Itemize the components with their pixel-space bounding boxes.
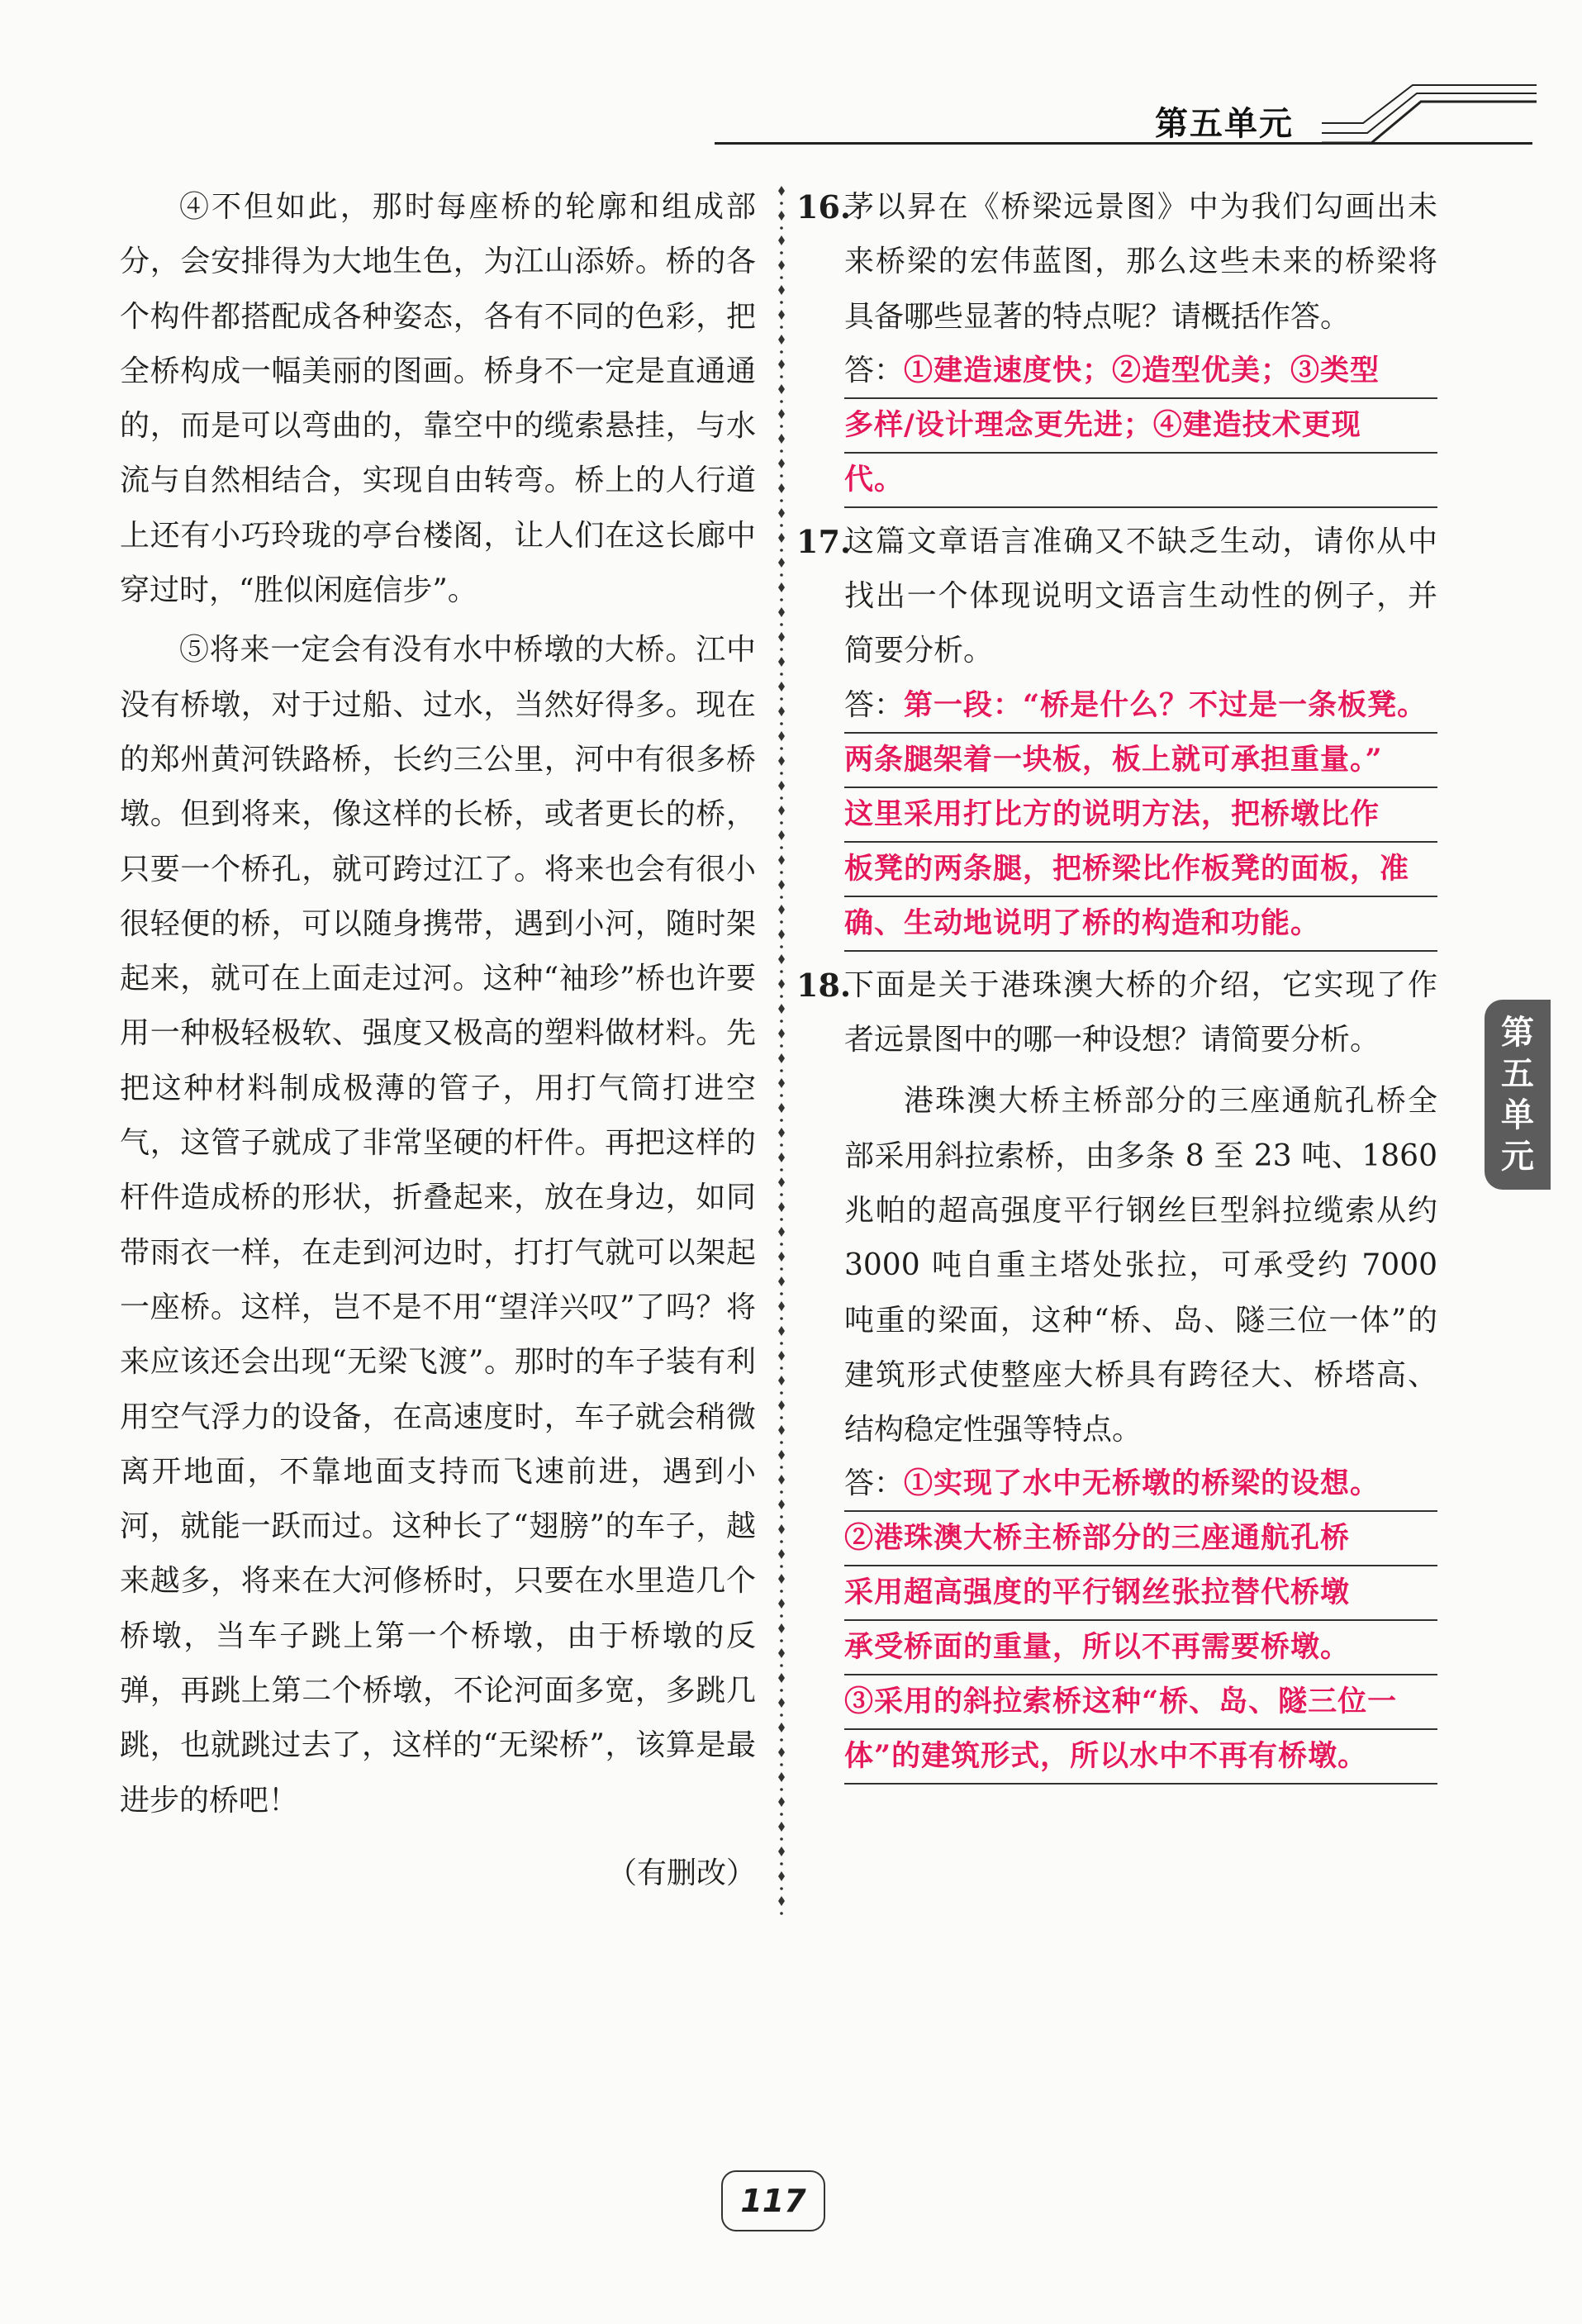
divider-diamond [778, 483, 785, 493]
question-number: 17. [796, 522, 852, 560]
unit-title: 第五单元 [1155, 105, 1294, 143]
answer-line: ③采用的斜拉索桥这种“桥、岛、隧三位一 [844, 1675, 1437, 1730]
divider-dot [780, 1713, 783, 1717]
divider-diamond [778, 1549, 785, 1559]
divider-dot [780, 722, 783, 725]
answer-line: 板凳的两条腿，把桥梁比作板凳的面板，准 [844, 843, 1437, 897]
divider-diamond [778, 1896, 785, 1906]
divider-dot [780, 1168, 783, 1172]
divider-dot [780, 1342, 783, 1345]
passage-source-note: （有删改） [606, 1856, 756, 1890]
divider-diamond [778, 1128, 785, 1138]
divider-diamond [778, 1202, 785, 1212]
header-rule [715, 142, 1532, 145]
divider-dot [780, 301, 783, 304]
divider-dot [780, 425, 783, 428]
divider-diamond [778, 1252, 785, 1262]
passage-paragraph-5: ⑤将来一定会有没有水中桥墩的大桥。江中没有桥墩，对于过船、过水，当然好得多。现在的郑州黄河铁路桥，长约三公里，河中有很多桥墩。但到将来，像这样的长桥，或者更长的桥，只要一个桥孔，就可跨过江了。将来也会有很小很轻便的桥，可以随身携带，遇到小河，随时架起来，就可在上面走过河。这种“袖珍”桥也许要用一种极轻极软、强度又极高的塑料做材料。先把这种材料制成极薄的管子，用打气筒打进空气，这管子就成了非常坚硬的杆件。再把这样的杆件造成桥的形状，折叠起来，放在身边，如同带雨衣一样，在走到河边时，打打气就可以架起一座桥。这样，岂不是不用“望洋兴叹”了吗？将来应该还会出现“无梁飞渡”。那时的车子装有利用空气浮力的设备，在高速度时，车子就会稍微离开地面，不靠地面支持而飞速前进，遇到小河，就能一跃而过。这种长了“翅膀”的车子，越来越多，将来在大河修桥时，只要在水里造几个桥墩，当车子跳上第一个桥墩，由于桥墩的反弹，再跳上第二个桥墩，不论河面多宽，多跳几跳，也就跳过去了，这样的“无梁桥”，该算是最进步的桥吧！ [120, 633, 756, 1818]
divider-dot [780, 524, 783, 527]
divider-dot [780, 995, 783, 998]
divider-diamond [778, 1524, 785, 1534]
divider-dot [780, 1094, 783, 1097]
divider-dot [780, 1664, 783, 1667]
divider-diamond [778, 384, 785, 394]
question-16 [796, 180, 1437, 508]
question-number: 18. [796, 966, 852, 1004]
side-tab-char: 第 [1501, 1014, 1534, 1052]
divider-diamond [778, 1177, 785, 1187]
divider-dot [780, 1391, 783, 1395]
divider-diamond [778, 310, 785, 320]
divider-diamond [778, 1425, 785, 1435]
divider-diamond [778, 409, 785, 419]
answer-block [844, 345, 1437, 508]
divider-diamond [778, 1599, 785, 1609]
divider-diamond [778, 1227, 785, 1237]
divider-dot [780, 1763, 783, 1766]
answer-line: 两条腿架着一块板，板上就可承担重量。” [844, 734, 1437, 788]
divider-dot [780, 1218, 783, 1221]
passage-paragraph-4: ④不但如此，那时每座桥的轮廓和组成部分，会安排得为大地生色，为江山添娇。桥的各个构件都搭配成各种姿态，各有不同的色彩，把全桥构成一幅美丽的图画。桥身不一定是直通通的，而是可以弯曲的，靠空中的缆索悬挂，与水流与自然相结合，实现自由转弯。桥上的人行道上还有小巧玲珑的亭台楼阁，让人们在这长廊中穿过时，“胜似闲庭信步”。 [120, 190, 756, 608]
divider-dot [780, 474, 783, 478]
questions-column [796, 180, 1437, 1785]
divider-diamond [778, 954, 785, 964]
divider-dot [780, 1788, 783, 1791]
divider-dot [780, 1614, 783, 1618]
answer-block [844, 1457, 1437, 1785]
page-number: 117 [721, 2170, 825, 2231]
divider-diamond [778, 731, 785, 741]
divider-diamond [778, 1276, 785, 1286]
divider-dot [780, 846, 783, 849]
divider-dot [780, 772, 783, 775]
divider-diamond [778, 186, 785, 196]
answer-block [844, 679, 1437, 952]
divider-diamond [778, 1772, 785, 1782]
divider-diamond [778, 806, 785, 815]
divider-dot [780, 672, 783, 676]
divider-diamond [778, 1078, 785, 1088]
divider-diamond [778, 1400, 785, 1410]
reading-passage [120, 180, 756, 1901]
divider-diamond [778, 781, 785, 791]
header-decoration-lines [1322, 78, 1537, 145]
divider-diamond [778, 558, 785, 568]
divider-diamond [778, 1698, 785, 1708]
answer-label: 答： [844, 687, 905, 722]
answer-line: 采用超高强度的平行钢丝张拉替代桥墩 [844, 1566, 1437, 1621]
divider-dot [780, 1366, 783, 1370]
divider-diamond [778, 1846, 785, 1856]
divider-dot [780, 1416, 783, 1419]
divider-dot [780, 1019, 783, 1023]
divider-dot [780, 549, 783, 552]
divider-diamond [778, 632, 785, 642]
divider-dot [780, 821, 783, 825]
divider-diamond [778, 533, 785, 543]
divider-dot [780, 1565, 783, 1568]
question-17 [796, 515, 1437, 952]
divider-dot [780, 1193, 783, 1196]
divider-diamond [778, 1301, 785, 1311]
divider-dot [780, 1837, 783, 1841]
divider-dot [780, 1119, 783, 1122]
question-text: 茅以昇在《桥梁远景图》中为我们勾画出未来桥梁的宏伟蓝图，那么这些未来的桥梁将具备哪些显著的特点呢？请概括作答。 [844, 190, 1437, 334]
divider-diamond [778, 1326, 785, 1336]
divider-dot [780, 251, 783, 254]
divider-diamond [778, 855, 785, 865]
divider-dot [780, 1639, 783, 1642]
divider-dot [780, 326, 783, 329]
question-number: 16. [796, 188, 852, 226]
divider-dot [780, 598, 783, 601]
divider-diamond [778, 1351, 785, 1361]
divider-diamond [778, 880, 785, 890]
divider-diamond [778, 1475, 785, 1485]
divider-diamond [778, 1004, 785, 1014]
divider-dot [780, 1490, 783, 1494]
divider-diamond [778, 1747, 785, 1757]
divider-diamond [778, 434, 785, 444]
divider-diamond [778, 1673, 785, 1683]
divider-diamond [778, 1723, 785, 1732]
answer-line: ①建造速度快；②造型优美；③类型 [904, 353, 1380, 387]
divider-dot [780, 375, 783, 378]
side-tab-char: 五 [1501, 1055, 1534, 1093]
divider-dot [780, 648, 783, 651]
answer-line: 多样/设计理念更先进；④建造技术更现 [844, 399, 1437, 454]
divider-diamond [778, 682, 785, 691]
divider-diamond [778, 830, 785, 840]
question-text: 下面是关于港珠澳大桥的介绍，它实现了作者远景图中的哪一种设想？请简要分析。 [844, 967, 1437, 1057]
divider-diamond [778, 508, 785, 518]
answer-line: 代。 [844, 454, 1437, 508]
divider-diamond [778, 260, 785, 270]
divider-dot [780, 796, 783, 800]
divider-dot [780, 871, 783, 874]
divider-diamond [778, 607, 785, 617]
side-tab-char: 单 [1501, 1096, 1534, 1134]
divider-diamond [778, 211, 785, 221]
question-18 [796, 958, 1437, 1785]
divider-diamond [778, 1648, 785, 1658]
divider-diamond [778, 979, 785, 989]
divider-dot [780, 1267, 783, 1271]
divider-diamond [778, 582, 785, 592]
divider-dot [780, 1292, 783, 1295]
question-text: 这篇文章语言准确又不缺乏生动，请你从中找出一个体现说明文语言生动性的例子，并简要分析。 [844, 524, 1437, 668]
divider-dot [780, 1590, 783, 1593]
divider-diamond [778, 1871, 785, 1881]
divider-diamond [778, 459, 785, 468]
divider-dot [780, 1243, 783, 1246]
divider-dot [780, 202, 783, 205]
divider-diamond [778, 1152, 785, 1162]
divider-diamond [778, 1574, 785, 1584]
divider-dot [780, 1466, 783, 1469]
divider-diamond [778, 756, 785, 766]
divider-diamond [778, 1499, 785, 1509]
column-divider [775, 186, 788, 1917]
divider-diamond [778, 285, 785, 295]
divider-diamond [778, 657, 785, 667]
divider-dot [780, 1143, 783, 1147]
divider-diamond [778, 905, 785, 915]
divider-diamond [778, 1103, 785, 1113]
divider-dot [780, 499, 783, 502]
divider-diamond [778, 929, 785, 939]
divider-dot [780, 945, 783, 948]
side-tab-char: 元 [1501, 1138, 1534, 1176]
divider-dot [780, 1887, 783, 1890]
divider-dot [780, 1738, 783, 1742]
divider-dot [780, 1912, 783, 1915]
divider-dot [780, 1813, 783, 1816]
divider-dot [780, 1515, 783, 1518]
divider-dot [780, 226, 783, 230]
divider-dot [780, 400, 783, 403]
divider-dot [780, 1069, 783, 1072]
divider-diamond [778, 706, 785, 716]
divider-dot [780, 747, 783, 750]
answer-label: 答： [844, 353, 905, 387]
question-passage: 港珠澳大桥主桥部分的三座通航孔桥全部采用斜拉索桥，由多条 8 至 23 吨、1860 兆帕的超高强度平行钢丝巨型斜拉缆索从约 3000 吨自重主塔处张拉，可承受约 7000 吨重的梁面，这种“桥、岛、隧三位一体”的建筑形式使整座大桥具有跨径大、桥塔高、结构稳定性强等特点。 [844, 1084, 1437, 1447]
divider-diamond [778, 1376, 785, 1385]
divider-diamond [778, 1822, 785, 1832]
divider-diamond [778, 235, 785, 245]
answer-line: 确、生动地说明了桥的构造和功能。 [844, 897, 1437, 952]
unit-side-tab [1485, 1000, 1551, 1190]
divider-diamond [778, 1450, 785, 1460]
divider-dot [780, 1689, 783, 1692]
divider-diamond [778, 1029, 785, 1038]
divider-dot [780, 1044, 783, 1048]
divider-dot [780, 1540, 783, 1543]
answer-line: ①实现了水中无桥墩的桥梁的设想。 [904, 1466, 1380, 1501]
answer-line: 承受桥面的重量，所以不再需要桥墩。 [844, 1621, 1437, 1675]
answer-label: 答： [844, 1466, 905, 1501]
divider-dot [780, 1862, 783, 1865]
divider-diamond [778, 1053, 785, 1063]
divider-diamond [778, 1623, 785, 1633]
divider-dot [780, 920, 783, 924]
divider-dot [780, 896, 783, 899]
divider-dot [780, 623, 783, 626]
divider-dot [780, 697, 783, 701]
answer-line: 这里采用打比方的说明方法，把桥墩比作 [844, 788, 1437, 843]
divider-diamond [778, 335, 785, 345]
divider-dot [780, 449, 783, 453]
divider-dot [780, 350, 783, 354]
divider-dot [780, 276, 783, 279]
divider-dot [780, 1317, 783, 1320]
divider-diamond [778, 1797, 785, 1807]
answer-line: 第一段：“桥是什么？不过是一条板凳。 [904, 687, 1428, 722]
divider-dot [780, 970, 783, 973]
divider-dot [780, 573, 783, 577]
answer-line: ②港珠澳大桥主桥部分的三座通航孔桥 [844, 1512, 1437, 1566]
divider-dot [780, 1441, 783, 1444]
answer-line: 体”的建筑形式，所以水中不再有桥墩。 [844, 1730, 1437, 1785]
divider-diamond [778, 359, 785, 369]
